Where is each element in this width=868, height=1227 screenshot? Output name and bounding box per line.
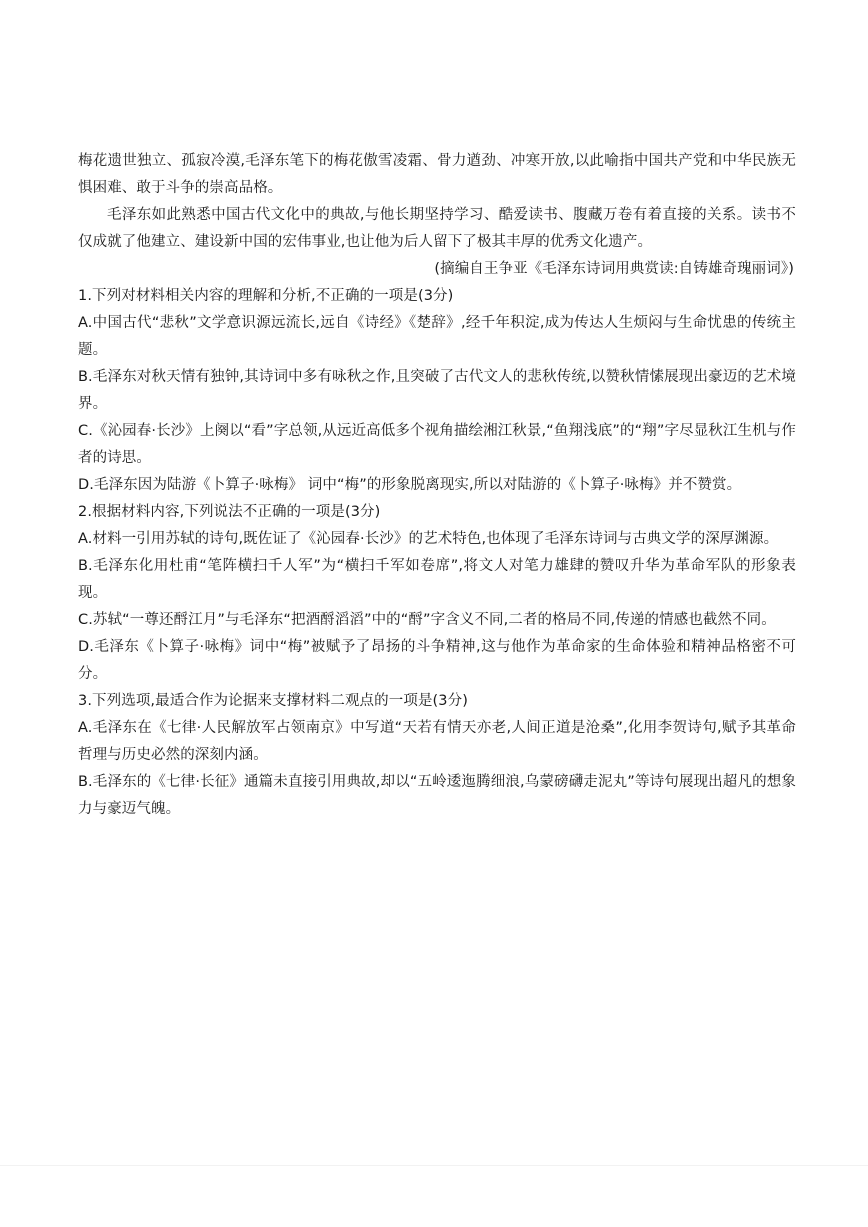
option-d: D.毛泽东因为陆游《卜算子·咏梅》 词中“梅”的形象脱离现实,所以对陆游的《卜算子·咏梅》并不赞赏。 bbox=[78, 477, 742, 493]
option-c: C.苏轼“一尊还酹江月”与毛泽东“把酒酹滔滔”中的“酹”字含义不同,二者的格局不同,传递的情感也截然不同。 bbox=[78, 612, 776, 628]
option-b: B.毛泽东化用杜甫“笔阵横扫千人军”为“横扫千军如卷席”,将文人对笔力雄肆的赞叹升华为革命军队的形象表现。 bbox=[78, 558, 796, 601]
question-2 bbox=[78, 499, 796, 688]
option-c: C.《沁园春·长沙》上阕以“看”字总领,从远近高低多个视角描绘湘江秋景,“鱼翔浅底”的“翔”字尽显秋江生机与作者的诗思。 bbox=[78, 423, 796, 466]
option-a: A.材料一引用苏轼的诗句,既佐证了《沁园春·长沙》的艺术特色,也体现了毛泽东诗词与古典文学的深厚渊源。 bbox=[78, 531, 779, 547]
question-stem: 2.根据材料内容,下列说法不正确的一项是(3分) bbox=[78, 504, 381, 520]
question-stem: 1.下列对材料相关内容的理解和分析,不正确的一项是(3分) bbox=[78, 288, 454, 304]
page-bottom-divider bbox=[0, 1165, 868, 1166]
option-d: D.毛泽东《卜算子·咏梅》词中“梅”被赋予了昂扬的斗争精神,这与他作为革命家的生命体验和精神品格密不可分。 bbox=[78, 639, 796, 682]
option-a: A.中国古代“悲秋”文学意识源远流长,远自《诗经》《楚辞》,经千年积淀,成为传达人生烦闷与生命忧患的传统主题。 bbox=[78, 315, 796, 358]
question-stem: 3.下列选项,最适合作为论据来支撑材料二观点的一项是(3分) bbox=[78, 693, 468, 709]
document-body bbox=[78, 148, 796, 823]
paragraph-reading: 毛泽东如此熟悉中国古代文化中的典故,与他长期坚持学习、酷爱读书、腹藏万卷有着直接的关系。读书不仅成就了他建立、建设新中国的宏伟事业,也让他为后人留下了极其丰厚的优秀文化遗产。 bbox=[78, 207, 796, 250]
option-a: A.毛泽东在《七律·人民解放军占领南京》中写道“天若有情天亦老,人间正道是沧桑”,化用李贺诗句,赋予其革命哲理与历史必然的深刻内涵。 bbox=[78, 720, 796, 763]
question-3 bbox=[78, 688, 796, 823]
option-b: B.毛泽东对秋天情有独钟,其诗词中多有咏秋之作,且突破了古代文人的悲秋传统,以赞秋情愫展现出豪迈的艺术境界。 bbox=[78, 369, 796, 412]
paragraph-plum: 梅花遗世独立、孤寂冷漠,毛泽东笔下的梅花傲雪凌霜、骨力遒劲、冲寒开放,以此喻指中国共产党和中华民族无惧困难、敢于斗争的崇高品格。 bbox=[78, 153, 796, 196]
source-citation: (摘编自王争亚《毛泽东诗词用典赏读:自铸雄奇瑰丽词》) bbox=[434, 261, 794, 277]
question-1 bbox=[78, 283, 796, 499]
option-b: B.毛泽东的《七律·长征》通篇未直接引用典故,却以“五岭逶迤腾细浪,乌蒙磅礴走泥丸”等诗句展现出超凡的想象力与豪迈气魄。 bbox=[78, 774, 796, 817]
